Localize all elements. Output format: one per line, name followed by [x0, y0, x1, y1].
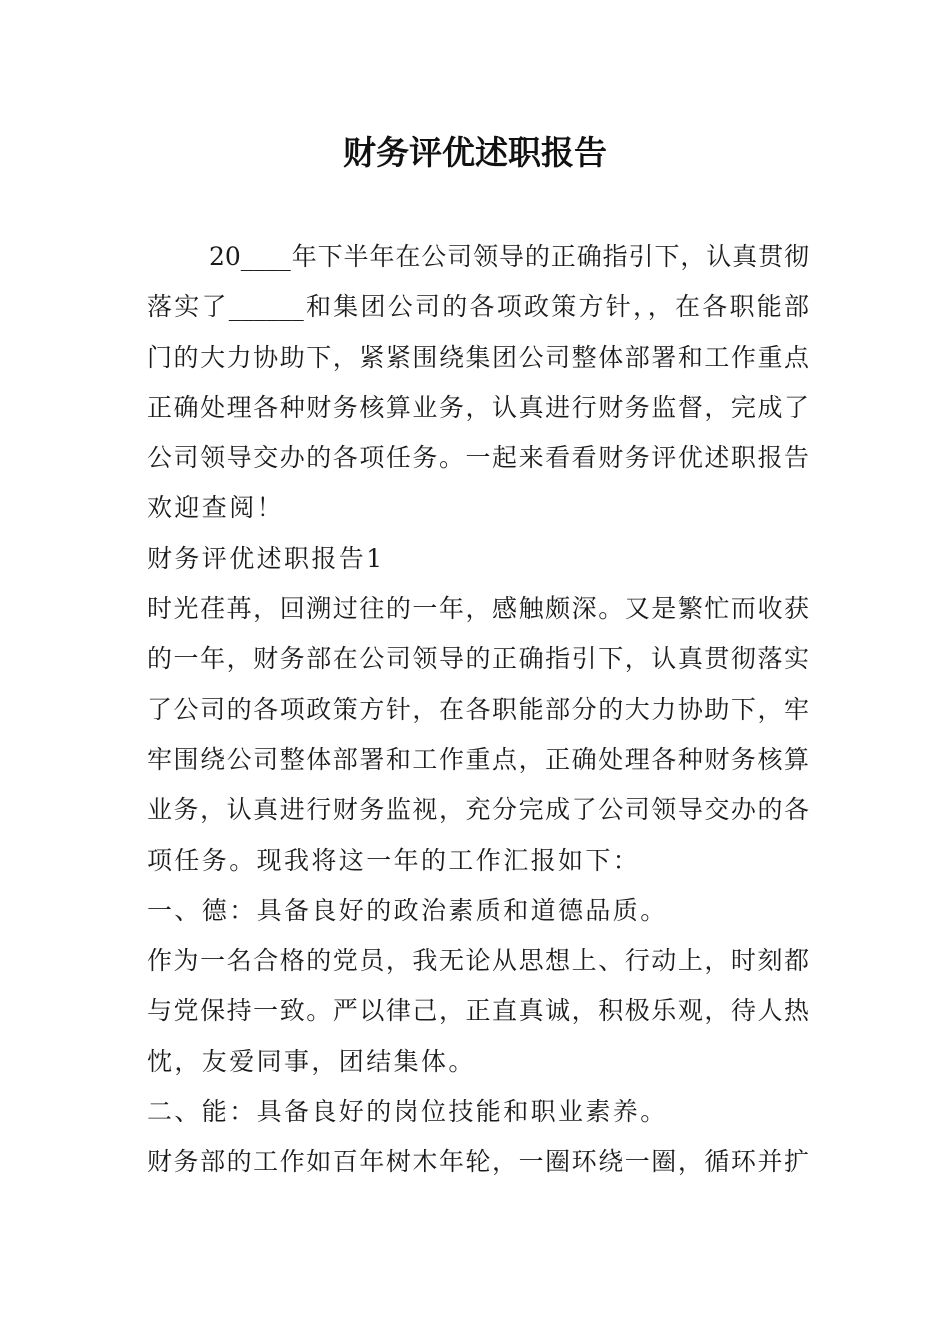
paragraph-line: 牢围绕公司整体部署和工作重点，正确处理各种财务核算 [147, 744, 809, 774]
subsection-heading: 二、能：具备良好的岗位技能和职业素养。 [147, 1097, 668, 1127]
paragraph-line: 欢迎查阅！ [147, 493, 285, 523]
paragraph-line: 的一年，财务部在公司领导的正确指引下，认真贯彻落实 [147, 644, 809, 674]
paragraph-line: 财务部的工作如百年树木年轮，一圈环绕一圈，循环并扩 [147, 1147, 809, 1177]
paragraph-line: 业务，认真进行财务监视，充分完成了公司领导交办的各 [147, 795, 809, 825]
paragraph-line: 时光荏苒，回溯过往的一年，感触颇深。又是繁忙而收获 [147, 594, 809, 624]
document-title: 财务评优述职报告 [343, 133, 607, 172]
paragraph-line: 忱，友爱同事，团结集体。 [147, 1046, 476, 1076]
paragraph-line: 门的大力协助下，紧紧围绕集团公司整体部署和工作重点 [147, 342, 809, 372]
section-heading: 财务评优述职报告1 [147, 543, 385, 573]
subsection-heading: 一、德：具备良好的政治素质和道德品质。 [147, 895, 668, 925]
paragraph-line: 公司领导交办的各项任务。一起来看看财务评优述职报告 [147, 443, 809, 473]
paragraph-line: 正确处理各种财务核算业务，认真进行财务监督，完成了 [147, 392, 809, 422]
paragraph-line: 了公司的各项政策方针，在各职能部分的大力协助下，牢 [147, 694, 809, 724]
paragraph-line: 作为一名合格的党员，我无论从思想上、行动上，时刻都 [147, 946, 809, 976]
paragraph-line: 落实了______和集团公司的各项政策方针，，在各职能部 [147, 292, 809, 322]
paragraph-line: 与党保持一致。严以律己，正直真诚，积极乐观，待人热 [147, 996, 809, 1026]
paragraph-line: 20____年下半年在公司领导的正确指引下，认真贯彻 [209, 242, 809, 271]
paragraph-line: 项任务。现我将这一年的工作汇报如下： [147, 845, 641, 875]
document-body [147, 232, 809, 1188]
